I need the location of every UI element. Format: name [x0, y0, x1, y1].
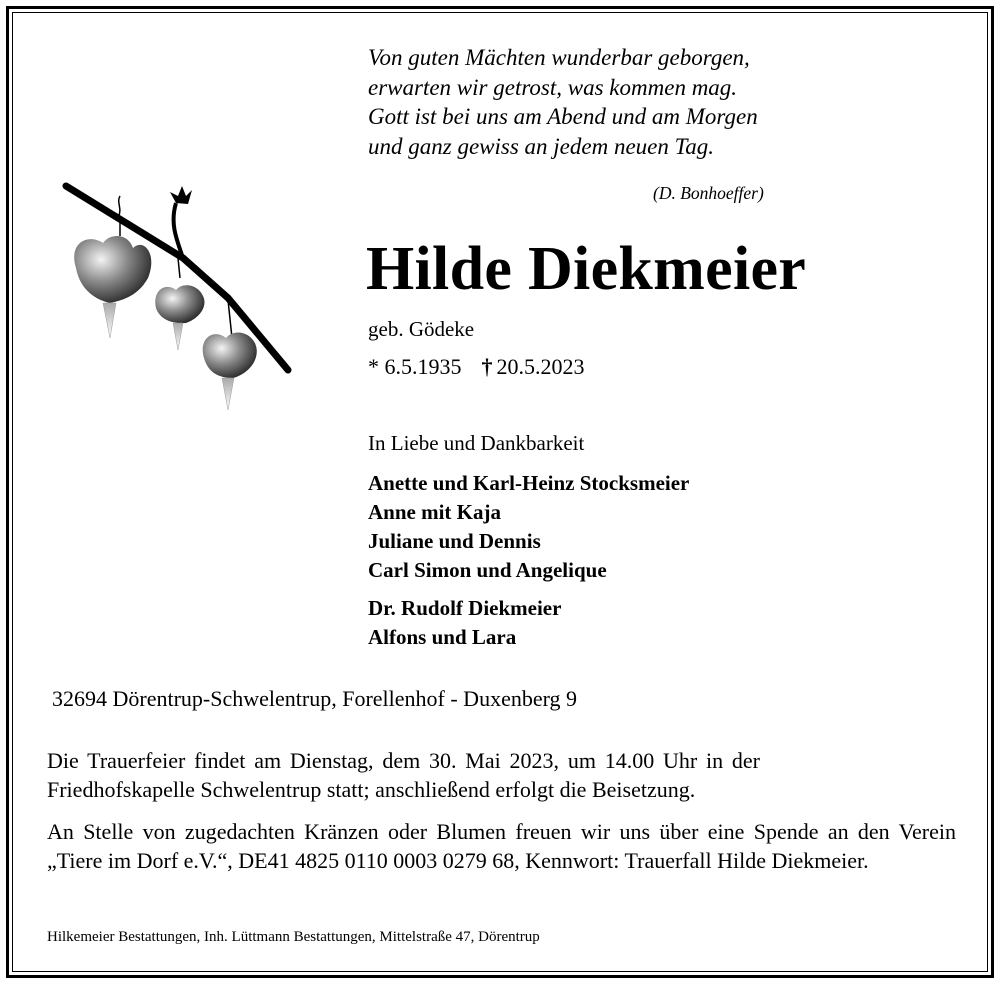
- address: 32694 Dörentrup-Schwelentrup, Forellenhof - Duxenberg 9: [52, 686, 578, 711]
- mourner-name: Alfons und Lara: [368, 625, 517, 649]
- mourner-name: Juliane und Dennis: [368, 529, 541, 553]
- mourner-name: Dr. Rudolf Diekmeier: [368, 596, 562, 620]
- poem-line: und ganz gewiss an jedem neuen Tag.: [368, 133, 715, 159]
- funeral-info: Die Trauerfeier findet am Dienstag, dem 30. Mai 2023, um 14.00 Uhr in der Friedhofskapelle Schwelentrup statt; anschließend erfolgt die Beisetzung.: [47, 748, 760, 802]
- poem-line: erwarten wir getrost, was kommen mag.: [368, 74, 738, 100]
- birth-date: * 6.5.1935: [368, 354, 462, 379]
- life-dates: [368, 354, 585, 380]
- birth-name: geb. Gödeke: [368, 317, 475, 341]
- mourners-intro: In Liebe und Dankbarkeit: [368, 431, 585, 455]
- cross-icon: †: [481, 354, 493, 379]
- poem-line: Gott ist bei uns am Abend und am Morgen: [368, 104, 758, 129]
- bleeding-heart-branch-icon: [58, 178, 298, 418]
- poem: [368, 43, 758, 161]
- death-date: 20.5.2023: [496, 354, 585, 379]
- mourners-group-2: [368, 594, 561, 652]
- mourner-name: Carl Simon und Angelique: [368, 558, 607, 582]
- mourner-name: Anne mit Kaja: [368, 500, 501, 524]
- poem-author: (D. Bonhoeffer): [653, 183, 764, 203]
- poem-line: Von guten Mächten wunderbar geborgen,: [368, 45, 750, 70]
- donation-info: An Stelle von zugedachten Kränzen oder Blumen freuen wir uns über eine Spende an den Verein „Tiere im Dorf e.V.“, DE41 4825 0110 0003 0279 68, Kennwort: Trauerfall Hilde Diekmeier.: [47, 819, 956, 873]
- mourner-name: Anette und Karl-Heinz Stocksmeier: [368, 471, 690, 495]
- deceased-name: Hilde Diekmeier: [366, 235, 807, 303]
- funeral-home-footer: Hilkemeier Bestattungen, Inh. Lüttmann Bestattungen, Mittelstraße 47, Dörentrup: [47, 929, 540, 945]
- mourners-group-1: [368, 469, 689, 585]
